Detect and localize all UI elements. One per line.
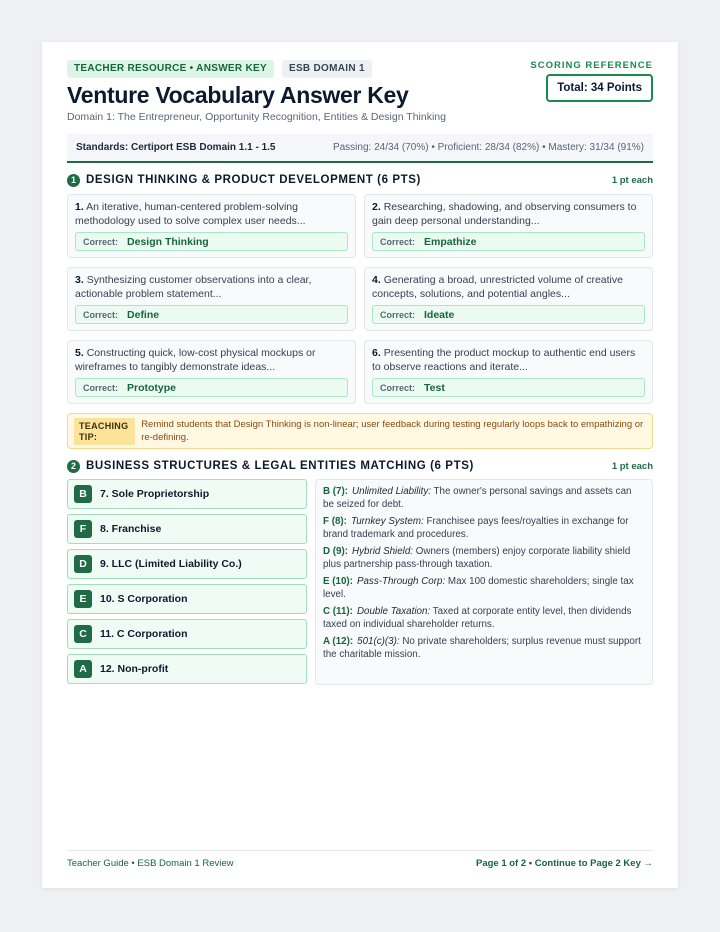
definition-entry: [323, 545, 645, 571]
footer-left: Teacher Guide • ESB Domain 1 Review: [67, 858, 234, 869]
entity-item: [67, 479, 307, 509]
teaching-tip-text: Remind students that Design Thinking is non-linear; user feedback during testing regularly loops back to empathizing or re-defining.: [141, 419, 644, 443]
section-1-header: [67, 173, 653, 187]
answer-letter-badge: D: [74, 555, 92, 573]
definition-term: Unlimited Liability:: [352, 486, 431, 497]
definition-term: Pass-Through Corp:: [356, 575, 446, 587]
answer-box: [75, 232, 348, 251]
thresholds-text: Passing: 24/34 (70%) • Proficient: 28/34 (82%) • Mastery: 31/34 (91%): [332, 142, 644, 153]
question-text: [75, 201, 348, 229]
entity-item: [67, 549, 307, 579]
definition-text: Franchisee pays fees/royalties in exchange for brand trademark and procedures.: [323, 515, 629, 541]
question-card: [364, 194, 653, 258]
correct-answer: Ideate: [424, 308, 455, 321]
question-card: [67, 267, 356, 331]
question-number: 5.: [75, 347, 84, 359]
question-text: [75, 347, 348, 375]
question-number: 1.: [75, 201, 84, 213]
answer-box: [372, 378, 645, 397]
answer-letter-badge: C: [74, 625, 92, 643]
question-prompt: Constructing quick, low-cost physical mockups or wireframes to tangibly demonstrate ideas...: [75, 347, 316, 373]
question-card: [67, 340, 356, 404]
entity-name: 9. LLC (Limited Liability Co.): [100, 558, 242, 570]
page-content: [67, 60, 653, 685]
question-card: [67, 194, 356, 258]
section-2-points: 1 pt each: [611, 460, 653, 472]
definition-term: 501(c)(3):: [357, 635, 400, 647]
correct-answer: Define: [127, 308, 160, 321]
correct-label: Correct:: [380, 382, 416, 393]
question-prompt: Synthesizing customer observations into a clear, actionable problem statement...: [75, 274, 312, 300]
standards-text: Standards: Certiport ESB Domain 1.1 - 1.5: [76, 142, 276, 153]
entity-item: [67, 619, 307, 649]
definition-text: Taxed at corporate entity level, then dividends taxed on individual shareholder returns.: [323, 605, 632, 630]
correct-label: Correct:: [380, 236, 416, 247]
answer-key-page: [42, 42, 678, 888]
correct-label: Correct:: [83, 309, 119, 320]
definition-key: E (10):: [323, 575, 353, 587]
definition-text: The owner's personal savings and assets can be seized for debt.: [323, 486, 632, 511]
definition-key: D (9):: [323, 545, 349, 557]
definitions-panel: [315, 479, 653, 685]
scoring-reference-label: SCORING REFERENCE: [530, 60, 653, 71]
question-prompt: Generating a broad, unrestricted volume of creative concepts, solutions, and potential angles...: [372, 274, 623, 300]
answer-box: [75, 378, 348, 397]
section-number-badge: 2: [67, 460, 80, 473]
definition-key: A (12):: [323, 635, 354, 647]
question-number: 2.: [372, 201, 381, 213]
entity-item: [67, 654, 307, 684]
definition-entry: [323, 515, 645, 541]
correct-label: Correct:: [380, 309, 416, 320]
definition-key: B (7):: [323, 486, 349, 497]
correct-answer: Design Thinking: [127, 235, 209, 248]
page-subtitle: Domain 1: The Entrepreneur, Opportunity Recognition, Entities & Design Thinking: [67, 111, 446, 123]
definition-entry: [323, 635, 645, 661]
definition-key: C (11):: [323, 605, 353, 617]
definition-entry: [323, 575, 645, 601]
scoring-reference: [530, 60, 653, 102]
question-card: [364, 340, 653, 404]
definition-text: Owners (members) enjoy corporate liability shield plus partnership pass-through taxation.: [323, 545, 631, 571]
answer-letter-badge: B: [74, 485, 92, 503]
question-prompt: Researching, shadowing, and observing consumers to gain deep personal understanding...: [372, 201, 637, 227]
definition-text: Max 100 domestic shareholders; single tax level.: [323, 575, 634, 600]
entity-name: 10. S Corporation: [100, 593, 188, 605]
teaching-tip: [67, 413, 653, 449]
entity-item: [67, 514, 307, 544]
footer-page-link[interactable]: Page 1 of 2 • Continue to Page 2 Key →: [475, 858, 653, 869]
answer-letter-badge: E: [74, 590, 92, 608]
entity-name: 12. Non-profit: [100, 663, 169, 675]
definition-entry: [323, 485, 645, 511]
answer-box: [372, 305, 645, 324]
page-title: Venture Vocabulary Answer Key: [67, 82, 409, 108]
question-text: [372, 201, 645, 229]
design-thinking-grid: [67, 194, 653, 404]
entity-name: 8. Franchise: [100, 523, 162, 535]
question-text: [372, 274, 645, 302]
question-number: 3.: [75, 274, 84, 286]
entity-name: 7. Sole Proprietorship: [100, 488, 210, 500]
section-2-title-wrap: [67, 460, 474, 473]
section-1-points: 1 pt each: [611, 174, 653, 186]
question-text: [75, 274, 348, 302]
section-2-title: BUSINESS STRUCTURES & LEGAL ENTITIES MATCHING (6 PTS): [86, 460, 474, 472]
definition-term: Double Taxation:: [356, 605, 431, 617]
total-points-box: Total: 34 Points: [546, 74, 653, 102]
section-2-header: [67, 459, 653, 473]
answer-box: [75, 305, 348, 324]
correct-label: Correct:: [83, 382, 119, 393]
domain-tag: ESB DOMAIN 1: [282, 60, 372, 78]
definition-entry: [323, 605, 645, 631]
definition-term: Hybrid Shield:: [352, 545, 414, 557]
correct-answer: Prototype: [127, 381, 177, 394]
page-footer: [67, 850, 653, 869]
entity-item: [67, 584, 307, 614]
correct-answer: Test: [424, 381, 445, 394]
question-number: 6.: [372, 347, 381, 359]
entity-name: 11. C Corporation: [100, 628, 188, 640]
section-number-badge: 1: [67, 174, 80, 187]
section-1-title-wrap: [67, 174, 421, 187]
matching-area: [67, 479, 653, 685]
answer-letter-badge: A: [74, 660, 92, 678]
entity-list: [67, 479, 307, 685]
answer-box: [372, 232, 645, 251]
teacher-resource-tag: TEACHER RESOURCE • ANSWER KEY: [67, 60, 274, 78]
section-1-title: DESIGN THINKING & PRODUCT DEVELOPMENT (6 PTS): [86, 174, 421, 186]
correct-label: Correct:: [83, 236, 119, 247]
correct-answer: Empathize: [424, 235, 477, 248]
question-text: [372, 347, 645, 375]
standards-bar: [67, 134, 653, 163]
definition-key: F (8):: [323, 515, 347, 527]
question-number: 4.: [372, 274, 381, 286]
answer-letter-badge: F: [74, 520, 92, 538]
definition-text: No private shareholders; surplus revenue must support the charitable mission.: [323, 635, 641, 660]
question-prompt: Presenting the product mockup to authentic end users to observe reactions and iterate...: [372, 347, 636, 373]
definition-term: Turnkey System:: [350, 515, 424, 527]
teaching-tip-label: TEACHING TIP:: [74, 418, 135, 445]
question-card: [364, 267, 653, 331]
question-prompt: An iterative, human-centered problem-solving methodology used to solve complex user needs...: [75, 201, 306, 227]
